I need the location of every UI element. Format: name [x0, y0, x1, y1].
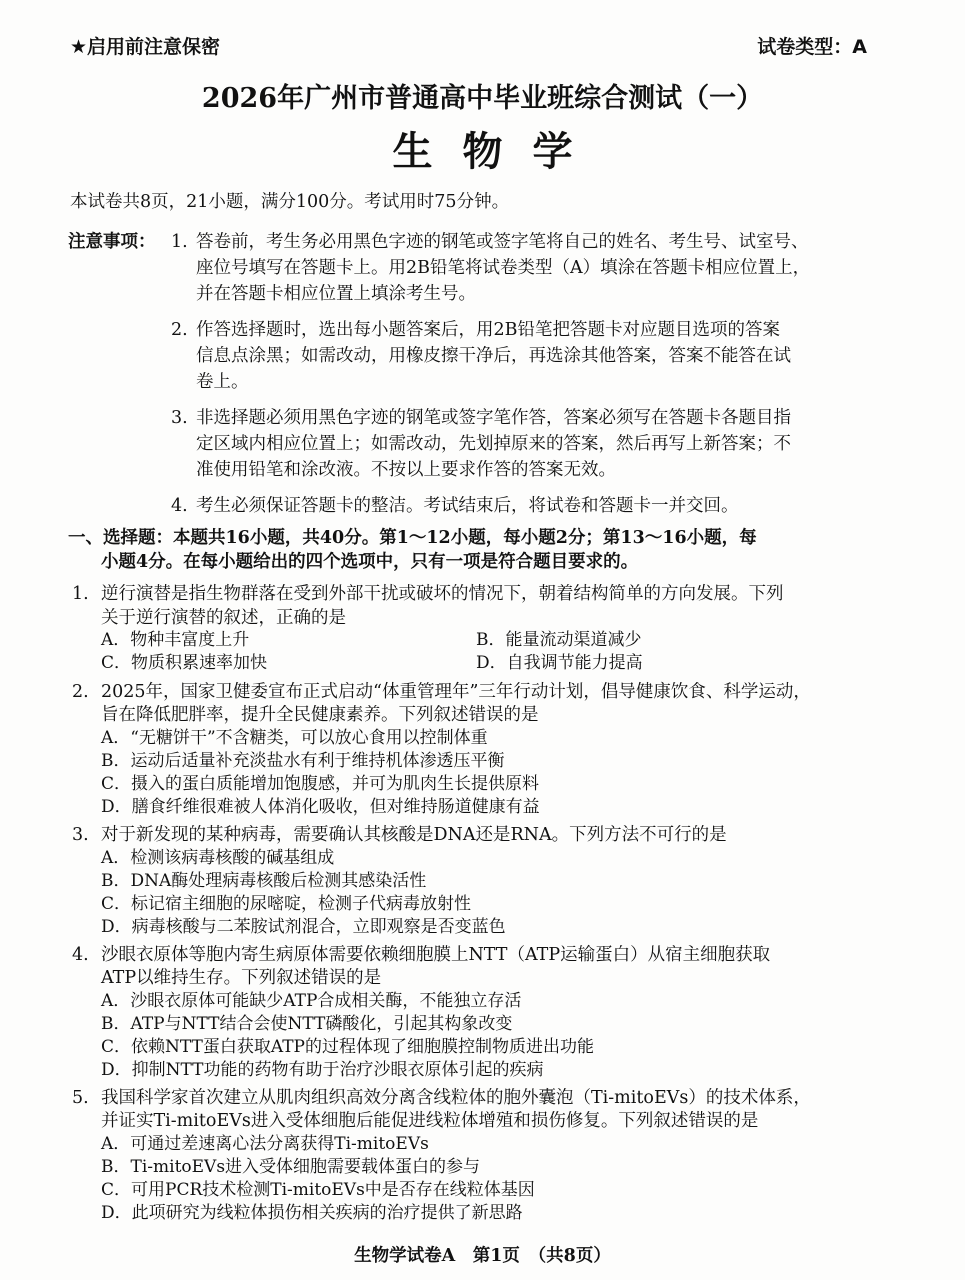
exam-title: 2026年广州市普通高中毕业班综合测试（一） — [201, 83, 764, 114]
intro-text: 本试卷共8页，21小题，满分100分。考试用时75分钟。 — [70, 192, 510, 212]
option-text: B．Ti-mitoEVs进入受体细胞需要载体蛋白的参与 — [101, 1157, 481, 1177]
confidential-label: ★启用前注意保密 — [70, 36, 221, 58]
question-stem: 对于新发现的某种病毒，需要确认其核酸是DNA还是RNA。下列方法不可行的是 — [101, 825, 727, 845]
notice-num: 3. — [171, 408, 188, 428]
question-stem: 2025年，国家卫健委宣布正式启动“体重管理年”三年行动计划，倡导健康饮食、科学运动， — [101, 682, 811, 702]
question-stem: 沙眼衣原体等胞内寄生病原体需要依赖细胞膜上NTT（ATP运输蛋白）从宿主细胞获取 — [101, 945, 771, 965]
option-text: B．DNA酶处理病毒核酸后检测其感染活性 — [101, 871, 427, 891]
option-text: D．自我调节能力提高 — [476, 653, 643, 673]
notice-num: 4. — [171, 496, 188, 516]
notice-line: 并在答题卡相应位置上填涂考生号。 — [196, 284, 476, 304]
notice-line: 准使用铅笔和涂改液。不按以上要求作答的答案无效。 — [196, 460, 616, 480]
notice-line: 答卷前，考生务必用黑色字迹的钢笔或签字笔将自己的姓名、考生号、试室号、 — [196, 232, 809, 252]
option-text: D．此项研究为线粒体损伤相关疾病的治疗提供了新思路 — [101, 1203, 523, 1223]
option-text: A．可通过差速离心法分离获得Ti-mitoEVs — [101, 1134, 429, 1154]
question-stem: 我国科学家首次建立从肌肉组织高效分离含线粒体的胞外囊泡（Ti-mitoEVs）的技术体系， — [101, 1088, 811, 1108]
section-heading: 一、选择题：本题共16小题，共40分。第1～12小题，每小题2分；第13～16小题，每 — [68, 528, 757, 548]
notice-line: 卷上。 — [196, 372, 249, 392]
option-text: A．“无糖饼干”不含糖类，可以放心食用以控制体重 — [101, 728, 488, 748]
notice-num: 2. — [171, 320, 188, 340]
option-text: C．摄入的蛋白质能增加饱腹感，并可为肌肉生长提供原料 — [101, 774, 540, 794]
question-number: 1. — [72, 584, 89, 604]
option-text: C．依赖NTT蛋白获取ATP的过程体现了细胞膜控制物质进出功能 — [101, 1037, 594, 1057]
notice-label: 注意事项： — [68, 232, 156, 252]
question-stem: 旨在降低肥胖率，提升全民健康素养。下列叙述错误的是 — [101, 705, 539, 725]
option-text: D．病毒核酸与二苯胺试剂混合，立即观察是否变蓝色 — [101, 917, 506, 937]
notice-line: 座位号填写在答题卡上。用2B铅笔将试卷类型（A）填涂在答题卡相应位置上， — [196, 258, 811, 278]
question-stem: 关于逆行演替的叙述，正确的是 — [101, 608, 346, 628]
notice-line: 作答选择题时，选出每小题答案后，用2B铅笔把答题卡对应题目选项的答案 — [196, 320, 780, 340]
option-text: D．抑制NTT功能的药物有助于治疗沙眼衣原体引起的疾病 — [101, 1060, 544, 1080]
question-stem: ATP以维持生存。下列叙述错误的是 — [101, 968, 382, 988]
option-text: C．可用PCR技术检测Ti-mitoEVs中是否存在线粒体基因 — [101, 1180, 535, 1200]
paper-type-label: 试卷类型：A — [757, 36, 867, 58]
option-text: B．运动后适量补充淡盐水有利于维持机体渗透压平衡 — [101, 751, 505, 771]
question-stem: 并证实Ti-mitoEVs进入受体细胞后能促进线粒体增殖和损伤修复。下列叙述错误的是 — [101, 1111, 759, 1131]
option-text: A．沙眼衣原体可能缺少ATP合成相关酶，不能独立存活 — [101, 991, 522, 1011]
option-text: C．标记宿主细胞的尿嘧啶，检测子代病毒放射性 — [101, 894, 472, 914]
option-text: A．物种丰富度上升 — [101, 630, 250, 650]
subject-title: 生物学 — [392, 128, 603, 175]
section-heading: 小题4分。在每小题给出的四个选项中，只有一项是符合题目要求的。 — [101, 552, 639, 572]
notice-line: 非选择题必须用黑色字迹的钢笔或签字笔作答，答案必须写在答题卡各题目指 — [196, 408, 791, 428]
option-text: B．能量流动渠道减少 — [476, 630, 642, 650]
option-text: B．ATP与NTT结合会使NTT磷酸化，引起其构象改变 — [101, 1014, 513, 1034]
page-footer: 生物学试卷A 第1页 （共8页） — [354, 1246, 611, 1266]
question-number: 3. — [72, 825, 89, 845]
option-text: D．膳食纤维很难被人体消化吸收，但对维持肠道健康有益 — [101, 797, 540, 817]
option-text: A．检测该病毒核酸的碱基组成 — [101, 848, 335, 868]
notice-line: 信息点涂黑；如需改动，用橡皮擦干净后，再选涂其他答案，答案不能答在试 — [196, 346, 791, 366]
question-number: 4. — [72, 945, 89, 965]
notice-line: 定区域内相应位置上；如需改动，先划掉原来的答案，然后再写上新答案；不 — [196, 434, 791, 454]
notice-line: 考生必须保证答题卡的整洁。考试结束后，将试卷和答题卡一并交回。 — [196, 496, 739, 516]
question-stem: 逆行演替是指生物群落在受到外部干扰或破坏的情况下，朝着结构简单的方向发展。下列 — [101, 584, 784, 604]
question-number: 5. — [72, 1088, 89, 1108]
question-number: 2. — [72, 682, 89, 702]
notice-num: 1. — [171, 232, 188, 252]
option-text: C．物质积累速率加快 — [101, 653, 268, 673]
